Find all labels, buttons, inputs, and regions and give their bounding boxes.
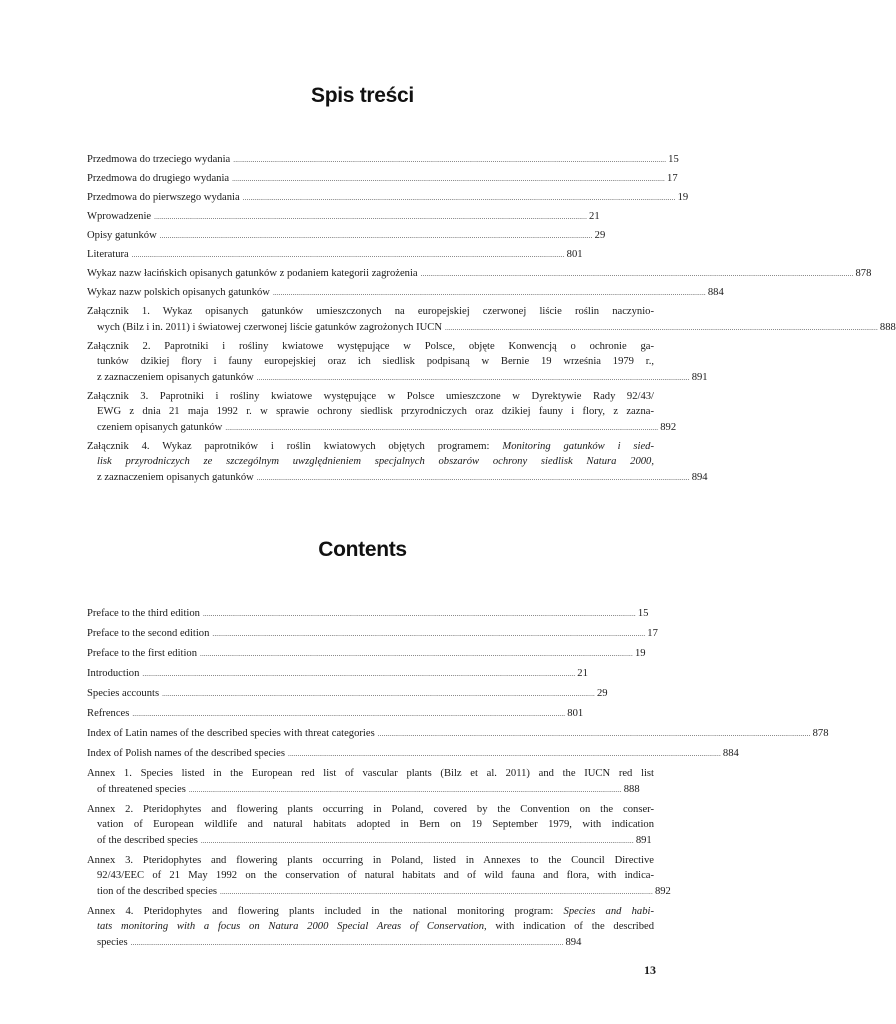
dot-leader [445,324,878,332]
toc-entry-title: Przedmowa do drugiego wydania [87,173,230,184]
dot-leader [200,650,633,658]
toc-page-number: 878 [855,268,872,279]
toc-entry-last-line [87,247,654,264]
toc-entry[interactable] [87,802,654,850]
toc-page-number: 17 [667,173,678,184]
toc-page-number: 19 [634,648,646,659]
toc-page-number: 888 [879,321,896,333]
toc-entry-title: Wprowadzenie [87,211,152,222]
toc-page-number: 878 [812,728,829,739]
toc-entry[interactable] [87,266,872,283]
dot-leader [225,424,658,432]
toc-entry[interactable] [87,726,829,743]
toc-entry-title: of the described species [97,834,198,846]
toc-entry-last-line [87,884,671,901]
dot-leader [257,474,690,482]
toc-entry-title: Preface to the third edition [87,608,200,619]
dot-leader [162,690,595,698]
toc-entry-title: tion of the described species [97,885,218,897]
english-toc-list [87,606,829,955]
dot-leader [233,156,666,164]
dot-leader [421,270,854,278]
toc-page-number: 19 [677,192,689,203]
toc-entry-title: Index of Latin names of the described species with threat categories [87,728,375,739]
toc-entry-text-line: vation of European wildlife and natural habitats adopted in Bern on 19 September 1979, with indication [97,819,654,830]
toc-entry-title: czeniem opisanych gatunków [97,421,223,433]
dot-leader [273,289,706,297]
toc-entry-text-line: 92/43/EEC of 21 May 1992 on the conservation of natural habitats and of wild fauna and flora, with indica- [97,870,654,881]
toc-entry-last-line [87,686,654,703]
toc-entry-title: Preface to the second edition [87,628,210,639]
toc-entry[interactable] [87,339,708,387]
toc-entry-italic-text: Monitoring gatunków i sied- [502,440,654,452]
english-toc-title: Contents [318,538,407,561]
toc-entry-text-line: Załącznik 1. Wykaz opisanych gatunków umieszczonych na europejskiej czerwonej liście roślin naczynio- [87,306,654,317]
toc-entry-title: Index of Polish names of the described species [87,748,285,759]
toc-entry-title: Opisy gatunków [87,230,157,241]
toc-entry[interactable] [87,152,679,169]
dot-leader [257,374,690,382]
toc-entry-text: Załącznik 4. Wykaz paprotników i roślin kwiatowych objętych programem: [87,440,503,452]
toc-entry[interactable] [87,766,654,798]
toc-page-number: 891 [691,371,708,383]
toc-entry-text-line: tunków dzikiej flory i fauny europejskiej oraz ich siedlisk podpisaną w Bernie 19 września 1979 r., [97,356,654,367]
toc-entry-last-line [87,646,654,663]
toc-entry-text-line [87,904,654,920]
toc-page-number: 884 [722,748,739,759]
dot-leader [132,710,565,718]
polish-toc-title: Spis treści [311,84,414,107]
toc-page-number: 21 [589,211,600,222]
toc-entry-last-line [87,228,654,245]
toc-page-number: 15 [637,608,649,619]
toc-entry-text-line [87,439,654,455]
toc-entry-italic-text: Species and habi- [563,905,654,917]
dot-leader [201,837,634,845]
dot-leader [212,630,645,638]
toc-entry-title: z zaznaczeniem opisanych gatunków [97,371,254,383]
toc-page-number: 801 [566,249,583,260]
toc-entry-last-line [87,420,677,437]
toc-entry[interactable] [87,285,724,302]
toc-entry-text-line: Załącznik 3. Paprotniki i rośliny kwiatowe występujące w Polsce umieszczone w Dyrektywie Rady 92/43/ [87,390,654,402]
toc-entry-last-line [87,209,654,226]
toc-entry[interactable] [87,247,654,264]
toc-entry-title: Introduction [87,668,140,679]
toc-entry[interactable] [87,228,654,245]
toc-entry-last-line [87,285,724,302]
toc-entry-italic-text: tats monitoring with a focus on Natura 2000 Special Areas of Conservation, [97,921,487,932]
toc-page-number: 892 [654,885,671,897]
toc-entry-title: Refrences [87,708,130,719]
polish-toc-list [87,152,896,489]
toc-entry[interactable] [87,686,654,703]
toc-page-number: 801 [567,708,584,719]
toc-entry[interactable] [87,439,708,487]
toc-entry-text-line: Annex 1. Species listed in the European red list of vascular plants (Bilz et al. 2011) and the IUCN red list [87,768,654,779]
toc-entry[interactable] [87,190,689,207]
toc-entry[interactable] [87,853,671,901]
toc-entry[interactable] [87,171,678,188]
toc-entry-last-line [87,320,896,337]
toc-entry-last-line [87,152,679,169]
dot-leader [288,750,721,758]
toc-entry-last-line [87,470,708,487]
toc-page-number: 892 [660,421,677,433]
toc-entry-last-line [87,706,654,723]
toc-entry-title: Wykaz nazw łacińskich opisanych gatunków z podaniem kategorii zagrożenia [87,268,418,279]
toc-entry[interactable] [87,646,654,663]
toc-entry-text: with indication of the described [486,921,654,932]
toc-entry-text-line: Annex 2. Pteridophytes and flowering plants occurring in Poland, covered by the Convention on the conser- [87,803,654,815]
dot-leader [203,610,636,618]
toc-entry-text-line: Załącznik 2. Paprotniki i rośliny kwiatowe występujące w Polsce, objęte Konwencją o ochronie ga- [87,340,654,352]
toc-entry-title: Literatura [87,249,129,260]
toc-page-number: 29 [594,230,606,241]
toc-entry-title: Preface to the first edition [87,648,198,659]
dot-leader [154,213,587,221]
toc-entry-text-line [87,919,654,935]
toc-entry[interactable] [87,746,739,763]
toc-entry-last-line [87,666,654,683]
toc-entry-last-line [87,370,708,387]
toc-entry[interactable] [87,626,658,643]
toc-entry-last-line [87,726,829,743]
toc-entry-text-line: Annex 3. Pteridophytes and flowering plants occurring in Poland, listed in Annexes to the Council Directive [87,854,654,866]
toc-entry-last-line [87,833,654,850]
dot-leader [189,786,622,794]
dot-leader [132,251,565,259]
toc-entry-text-line [87,454,654,470]
toc-entry[interactable] [87,606,654,623]
toc-page-number: 888 [623,783,640,795]
dot-leader [378,730,811,738]
toc-entry-title: Species accounts [87,688,160,699]
toc-entry-text-line: EWG z dnia 21 maja 1992 r. w sprawie ochrony siedlisk przyrodniczych oraz dzikiej fauny i flory, z zazna- [97,406,654,417]
toc-page-number: 29 [596,688,608,699]
toc-entry[interactable] [87,304,896,336]
toc-page-number: 17 [647,628,658,639]
dot-leader [142,670,575,678]
toc-entry[interactable] [87,666,654,683]
toc-entry-last-line [87,782,654,799]
toc-entry-italic-text: lisk przyrodniczych ze szczególnym uwzględnieniem specjalnych obszarów ochrony siedlisk Natura 2000, [97,456,654,467]
dot-leader [220,888,653,896]
toc-entry-title: species [97,936,128,948]
toc-entry[interactable] [87,706,654,723]
toc-entry-last-line [87,266,872,283]
toc-entry-text: Annex 4. Pteridophytes and flowering plants included in the national monitoring program: [87,905,564,917]
toc-entry[interactable] [87,209,654,226]
dot-leader [243,194,676,202]
dot-leader [232,175,665,183]
toc-entry-last-line [87,171,678,188]
toc-entry[interactable] [87,389,677,437]
toc-page-number: 894 [565,936,582,948]
toc-entry-last-line [87,746,739,763]
toc-entry-title: Wykaz nazw polskich opisanych gatunków [87,287,270,298]
toc-page-number: 894 [691,471,708,483]
toc-entry-title: wych (Bilz i in. 2011) i światowej czerwonej liście gatunków zagrożonych IUCN [97,321,442,333]
dot-leader [131,939,564,947]
toc-page-number: 15 [668,154,679,165]
toc-entry-last-line [87,606,654,623]
toc-entry-last-line [87,626,658,643]
toc-page-number: 884 [707,287,724,298]
toc-entry-last-line [87,190,689,207]
toc-entry-title: Przedmowa do pierwszego wydania [87,192,240,203]
page-number: 13 [644,963,656,977]
dot-leader [160,232,593,240]
toc-page-number: 891 [635,834,652,846]
toc-entry-last-line [87,935,654,952]
toc-entry[interactable] [87,904,654,952]
toc-entry-title: z zaznaczeniem opisanych gatunków [97,471,254,483]
toc-entry-title: Przedmowa do trzeciego wydania [87,154,231,165]
toc-page-number: 21 [577,668,588,679]
toc-entry-title: of threatened species [97,783,186,795]
